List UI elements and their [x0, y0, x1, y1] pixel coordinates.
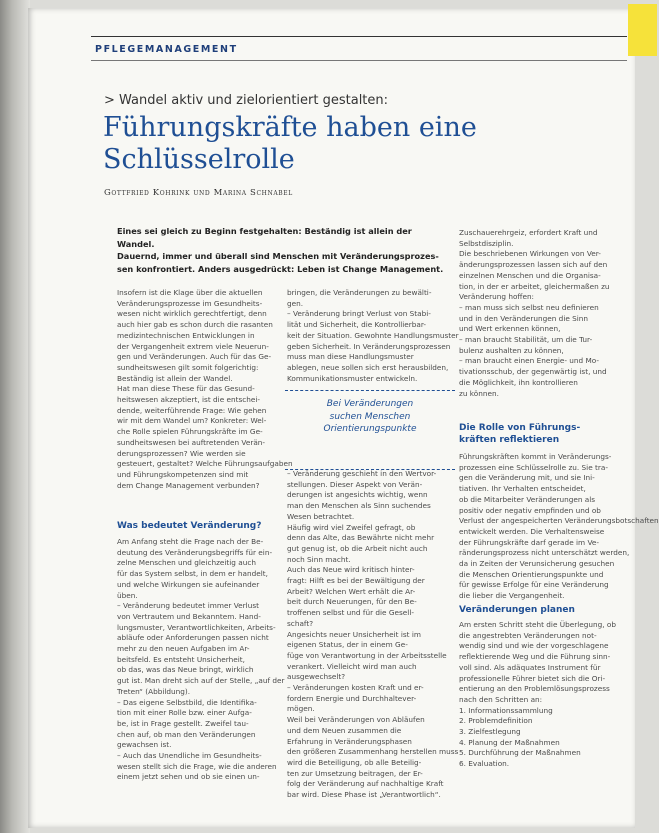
- text-line: derungsprozessen? Wie werden sie: [117, 448, 246, 458]
- section-label: PFLEGEMANAGEMENT: [95, 44, 238, 55]
- text-line: ablegen, neue sollen sich erst herausbilden,: [287, 362, 449, 372]
- text-line: änderungsprozessen lassen sich auf den: [459, 260, 608, 270]
- text-line: da in Zeiten der Verunsicherung gesuchen: [459, 559, 615, 569]
- text-line: gen und Veränderungen. Auch für das Ge-: [117, 352, 272, 362]
- column-1-body-2: [117, 537, 285, 783]
- pull-quote-line: Bei Veränderungen: [326, 399, 414, 409]
- text-line: bringen, die Veränderungen zu bewälti-: [287, 288, 432, 297]
- kicker: > Wandel aktiv und zielorientiert gestalten:: [104, 93, 389, 108]
- text-line: und dem Neuen zusammen die: [287, 725, 402, 735]
- text-line: entierung an den Problemlösungsprozess: [459, 684, 610, 694]
- text-line: 2. Problemdefinition: [459, 716, 533, 726]
- text-line: ausgewechselt?: [287, 672, 346, 682]
- text-line: Häufig wird viel Zweifel gefragt, ob: [287, 522, 416, 532]
- text-line: Hat man diese These für das Gesund-: [117, 384, 255, 394]
- text-line: stellungen. Dieser Aspekt von Verän-: [287, 479, 423, 489]
- section-rule: [91, 60, 627, 61]
- text-line: medizintechnischen Entwicklungen in: [117, 330, 255, 340]
- text-line: fragt: Hilft es bei der Bewältigung der: [287, 576, 425, 586]
- text-line: – Auch das Unendliche im Gesundheits-: [117, 751, 262, 761]
- text-line: – Veränderung bringt Verlust von Stabi-: [287, 309, 431, 319]
- subhead-rolle: [459, 422, 580, 446]
- text-line: folg der Veränderung auf nachhaltige Kraft: [287, 779, 444, 789]
- text-line: mehr zu den neuen Aufgaben im Ar-: [117, 644, 250, 654]
- text-line: – Veränderung bedeutet immer Verlust: [117, 601, 259, 611]
- text-line: reflektierende Weg und die Führung sinn-: [459, 652, 611, 662]
- text-line: lungsmuster, Verantwortlichkeiten, Arbeits-: [117, 622, 276, 632]
- text-line: gen die Veränderung mit, und sie Ini-: [459, 473, 595, 483]
- column-2-body-2: [287, 469, 457, 801]
- text-line: Führungskräften kommt in Veränderungs-: [459, 452, 612, 461]
- text-line: Erfahrung in Veränderungsphasen: [287, 736, 412, 746]
- text-line: nach den Schritten an:: [459, 694, 543, 704]
- text-line: 6. Evaluation.: [459, 759, 510, 769]
- text-line: Veränderung hoffen:: [459, 292, 535, 302]
- text-line: bulenz aushalten zu können,: [459, 345, 564, 355]
- text-line: beit durch Neuerungen, für den Be-: [287, 597, 417, 607]
- column-2-body: [287, 288, 457, 384]
- text-line: Am ersten Schritt steht die Überlegung, ob: [459, 620, 616, 629]
- byline: Gottfried Kohrink und Marina Schnabel: [104, 188, 293, 198]
- lead-line: Eines sei gleich zu Beginn festgehalten: Beständig ist allein der Wandel.: [117, 226, 412, 249]
- text-line: auch hier gab es schon durch die rasanten: [117, 320, 273, 330]
- text-line: 3. Zielfestlegung: [459, 727, 521, 737]
- text-line: tion mit einer Rolle bzw. einer Aufga-: [117, 708, 252, 718]
- text-line: – man muss sich selbst neu definieren: [459, 302, 599, 312]
- text-line: – man braucht einen Energie- und Mo-: [459, 356, 600, 366]
- subhead-planen: Veränderungen planen: [459, 605, 575, 615]
- text-line: wesen nicht wirklich gerechtfertigt, denn: [117, 309, 267, 319]
- text-line: – Veränderung geschieht in den Wertvor-: [287, 469, 437, 478]
- text-line: sundheitswesen bei auftretenden Verän-: [117, 437, 266, 447]
- text-line: gut genug ist, ob die Arbeit nicht auch: [287, 543, 428, 553]
- column-3-body-2: [459, 452, 659, 602]
- text-line: Treten“ (Abbildung).: [117, 686, 191, 696]
- sticky-note: [628, 4, 657, 56]
- text-line: zelne Menschen und gleichzeitig auch: [117, 558, 256, 568]
- text-line: beitsfeld. Es entsteht Unsicherheit,: [117, 654, 245, 664]
- text-line: tivationsschub, der gegenwärtig ist, und: [459, 367, 607, 377]
- text-line: prozessen eine Schlüsselrolle zu. Sie tra-: [459, 462, 608, 472]
- text-line: gen.: [287, 298, 304, 308]
- text-line: Beständig ist allein der Wandel.: [117, 373, 233, 383]
- text-line: positiv oder negativ empfinden und ob: [459, 505, 601, 515]
- text-line: Auch das Neue wird kritisch hinter-: [287, 565, 415, 575]
- text-line: der Vergangenheit extrem viele Neuerun-: [117, 341, 269, 351]
- text-line: troffenen selbst und für die Gesell-: [287, 608, 414, 618]
- text-line: der Führungskräfte darf gerade im Ve-: [459, 537, 600, 547]
- text-line: tion, in der er arbeitet, gleichermaßen zu: [459, 281, 610, 291]
- text-line: Weil bei Veränderungen von Abläufen: [287, 715, 425, 725]
- lead-line: Dauernd, immer und überall sind Menschen mit Veränderungsprozes-: [117, 251, 439, 262]
- text-line: die lieber die Vergangenheit.: [459, 591, 565, 601]
- text-line: 1. Informationssammlung: [459, 705, 553, 715]
- text-line: schaft?: [287, 618, 314, 628]
- text-line: von Vertrautem und Bekanntem. Hand-: [117, 611, 261, 621]
- scan-shadow-edge: [0, 0, 30, 833]
- top-rule: [91, 36, 627, 37]
- text-line: che Rolle spielen Führungskräfte im Ge-: [117, 427, 263, 437]
- text-line: muss man diese Handlungsmuster: [287, 352, 414, 362]
- text-line: deutung des Veränderungsbegriffs für ein-: [117, 547, 273, 557]
- pull-quote-line: Orientierungspunkte: [323, 424, 417, 434]
- headline: [103, 112, 523, 176]
- lead-paragraph: [117, 225, 449, 275]
- text-line: Zuschauerehrgeiz, erfordert Kraft und: [459, 228, 598, 237]
- pull-quote: [290, 398, 450, 474]
- text-line: wesen stellt sich die Frage, wie die anderen: [117, 761, 277, 771]
- text-line: fordern Energie und Durchhaltever-: [287, 693, 417, 703]
- headline-line-2: Schlüsselrolle: [103, 144, 295, 175]
- text-line: Insofern ist die Klage über die aktuellen: [117, 288, 263, 297]
- text-line: geben Sicherheit. In Veränderungsprozessen: [287, 341, 451, 351]
- text-line: für das System selbst, in dem er handelt,: [117, 569, 268, 579]
- text-line: wird die Beteiligung, ob alle Beteilig-: [287, 757, 422, 767]
- text-line: sundheitswesen gilt somit folgerichtig:: [117, 362, 259, 372]
- text-line: Die beschriebenen Wirkungen von Ver-: [459, 249, 601, 259]
- text-line: Selbstdisziplin.: [459, 238, 514, 248]
- text-line: 5. Durchführung der Maßnahmen: [459, 748, 581, 758]
- text-line: einem jetzt sehen und ob sie einen un-: [117, 772, 260, 782]
- text-line: dem Change Management verbunden?: [117, 480, 260, 490]
- text-line: professionelle Führer bietet sich die Ori-: [459, 673, 606, 683]
- text-line: keit der Situation. Gewohnte Handlungsmuster: [287, 330, 459, 340]
- text-line: die Möglichkeit, ihn kontrollieren: [459, 377, 578, 387]
- text-line: noch Sinn macht.: [287, 554, 351, 564]
- text-line: für gewisse Erfolge für eine Veränderung: [459, 580, 609, 590]
- text-line: – Das eigene Selbstbild, die Identifika-: [117, 697, 257, 707]
- text-line: wendig sind und wie der vorgeschlagene: [459, 641, 609, 651]
- text-line: denn das Alte, das Bewährte nicht mehr: [287, 533, 435, 543]
- text-line: und Führungskompetenzen sind mit: [117, 469, 249, 479]
- text-line: tiativen. Ihr Verhalten entscheidet,: [459, 484, 586, 494]
- text-line: den größeren Zusammenhang herstellen muss: [287, 747, 459, 757]
- column-3-body-3: [459, 620, 616, 770]
- subhead-rolle-line: kräften reflektieren: [459, 435, 560, 445]
- text-line: verankert. Vielleicht wird man auch: [287, 661, 417, 671]
- text-line: wir mit dem Wandel um? Konkreter: Wel-: [117, 416, 267, 426]
- text-line: Angesichts neuer Unsicherheit ist im: [287, 629, 421, 639]
- text-line: eigenen Status, der in einem Ge-: [287, 640, 408, 650]
- text-line: man den Menschen als Sinn suchendes: [287, 501, 431, 511]
- text-line: voll sind. Als adäquates Instrument für: [459, 662, 601, 672]
- text-line: die Menschen Orientierungspunkte und: [459, 569, 604, 579]
- pull-quote-line: suchen Menschen: [329, 411, 411, 422]
- text-line: – man braucht Stabilität, um die Tur-: [459, 335, 593, 345]
- lead-line: sen konfrontiert. Anders ausgedrückt: Leben ist Change Management.: [117, 263, 444, 274]
- text-line: gut ist. Man dreht sich auf der Stelle, „auf der: [117, 676, 285, 686]
- text-line: einzelnen Menschen und die Organisa-: [459, 270, 601, 280]
- text-line: abläufe oder Anforderungen passen nicht: [117, 633, 269, 643]
- text-line: chen auf, ob man den Veränderungen: [117, 729, 256, 739]
- text-line: Veränderungsprozesse im Gesundheits-: [117, 298, 263, 308]
- text-line: die angestrebten Veränderungen not-: [459, 630, 597, 640]
- text-line: ten zur Umsetzung beitragen, der Er-: [287, 768, 423, 778]
- text-line: ränderungsprozess nicht unterschätzt werden,: [459, 548, 630, 558]
- text-line: Arbeit? Welchen Wert erhält die Ar-: [287, 586, 416, 596]
- text-line: füge von Verantwortung in der Arbeitsstelle: [287, 650, 447, 660]
- column-1-body: [117, 288, 293, 491]
- text-line: derungen ist angesichts wichtig, wenn: [287, 490, 428, 500]
- text-line: dende, weiterführende Frage: Wie gehen: [117, 405, 267, 415]
- text-line: – Veränderungen kosten Kraft und er-: [287, 683, 424, 693]
- text-line: Am Anfang steht die Frage nach der Be-: [117, 537, 264, 546]
- text-line: und in den Veränderungen die Sinn: [459, 313, 589, 323]
- text-line: bar wird. Diese Phase ist „Verantwortlich“.: [287, 790, 441, 800]
- text-line: üben.: [117, 590, 138, 600]
- text-line: be, ist in Frage gestellt. Zweifel tau-: [117, 718, 249, 728]
- headline-line-1: Führungskräfte haben eine: [103, 112, 477, 143]
- text-line: 4. Planung der Maßnahmen: [459, 737, 560, 747]
- text-line: Wesen betrachtet.: [287, 511, 355, 521]
- text-line: und welche Wirkungen sie aufeinander: [117, 579, 260, 589]
- text-line: Kommunikationsmuster entwickeln.: [287, 373, 418, 383]
- column-3-body: [459, 228, 609, 399]
- text-line: gewachsen ist.: [117, 740, 172, 750]
- text-line: lität und Sicherheit, die Kontrollierbar-: [287, 320, 427, 330]
- text-line: mögen.: [287, 704, 315, 714]
- text-line: ob die Mitarbeiter Veränderungen als: [459, 494, 596, 504]
- text-line: Verlust der angespeicherten Veränderungsbotschaften: [459, 516, 659, 526]
- text-line: und Wert erkennen können,: [459, 324, 561, 334]
- subhead-rolle-line: Die Rolle von Führungs-: [459, 423, 581, 433]
- text-line: ob das, was das Neue bringt, wirklich: [117, 665, 254, 675]
- text-line: zu können.: [459, 388, 499, 398]
- text-line: gesteuert, gestaltet? Welche Führungsaufgaben: [117, 459, 293, 469]
- text-line: heitswesen akzeptiert, ist die entschei-: [117, 395, 261, 405]
- subhead-veraenderung: Was bedeutet Veränderung?: [117, 521, 262, 531]
- text-line: entwickelt werden. Die Verhaltensweise: [459, 526, 605, 536]
